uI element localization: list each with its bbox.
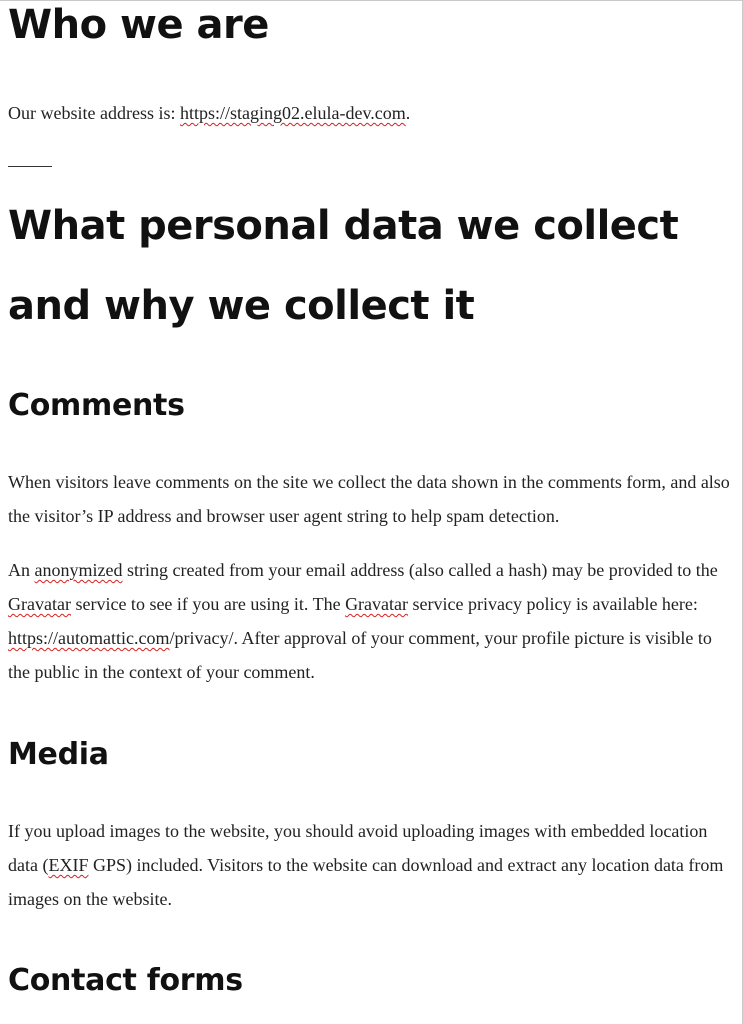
contact-forms-heading: Contact forms [8, 963, 243, 998]
automattic-link[interactable]: https://automattic.com [8, 628, 170, 648]
website-address-suffix: . [405, 103, 411, 123]
media-text-1: If you upload images to the website, you should avoid uploading images with embedded location data ( [8, 821, 708, 875]
comments-p2-text-2: string created from your email address (also called a hash) may be provided to the [122, 560, 718, 580]
website-address-link[interactable]: https://staging02.elula-dev.com [179, 103, 406, 123]
comments-p2-text-5: /privacy/. After approval of your comment, your profile picture is visible to the public in the context of your comment. [8, 628, 712, 682]
who-we-are-heading: Who we are [8, 2, 269, 48]
comments-paragraph-2 [8, 553, 736, 689]
comments-p2-text-1: An [8, 560, 35, 580]
media-word-exif: EXIF [48, 855, 89, 875]
comments-p2-word-anonymized: anonymized [34, 560, 123, 580]
comments-paragraph-1: When visitors leave comments on the site we collect the data shown in the comments form, and also the visitor’s IP address and browser user agent string to help spam detection. [8, 472, 730, 526]
website-address-paragraph [8, 96, 736, 130]
personal-data-heading: What personal data we collect and why we collect it [8, 203, 679, 329]
comments-heading: Comments [8, 388, 185, 423]
media-text-2: GPS) included. Visitors to the website can download and extract any location data from images on the website. [8, 855, 724, 909]
comments-p2-word-gravatar-2: Gravatar [345, 594, 409, 614]
media-paragraph [8, 814, 736, 916]
comments-p2-text-3: service to see if you are using it. The [70, 594, 346, 614]
comments-p2-word-gravatar-1: Gravatar [8, 594, 71, 614]
comments-p2-text-4: service privacy policy is available here: [408, 594, 698, 614]
section-divider [8, 166, 52, 167]
website-address-prefix: Our website address is: [8, 103, 180, 123]
media-heading: Media [8, 737, 109, 772]
